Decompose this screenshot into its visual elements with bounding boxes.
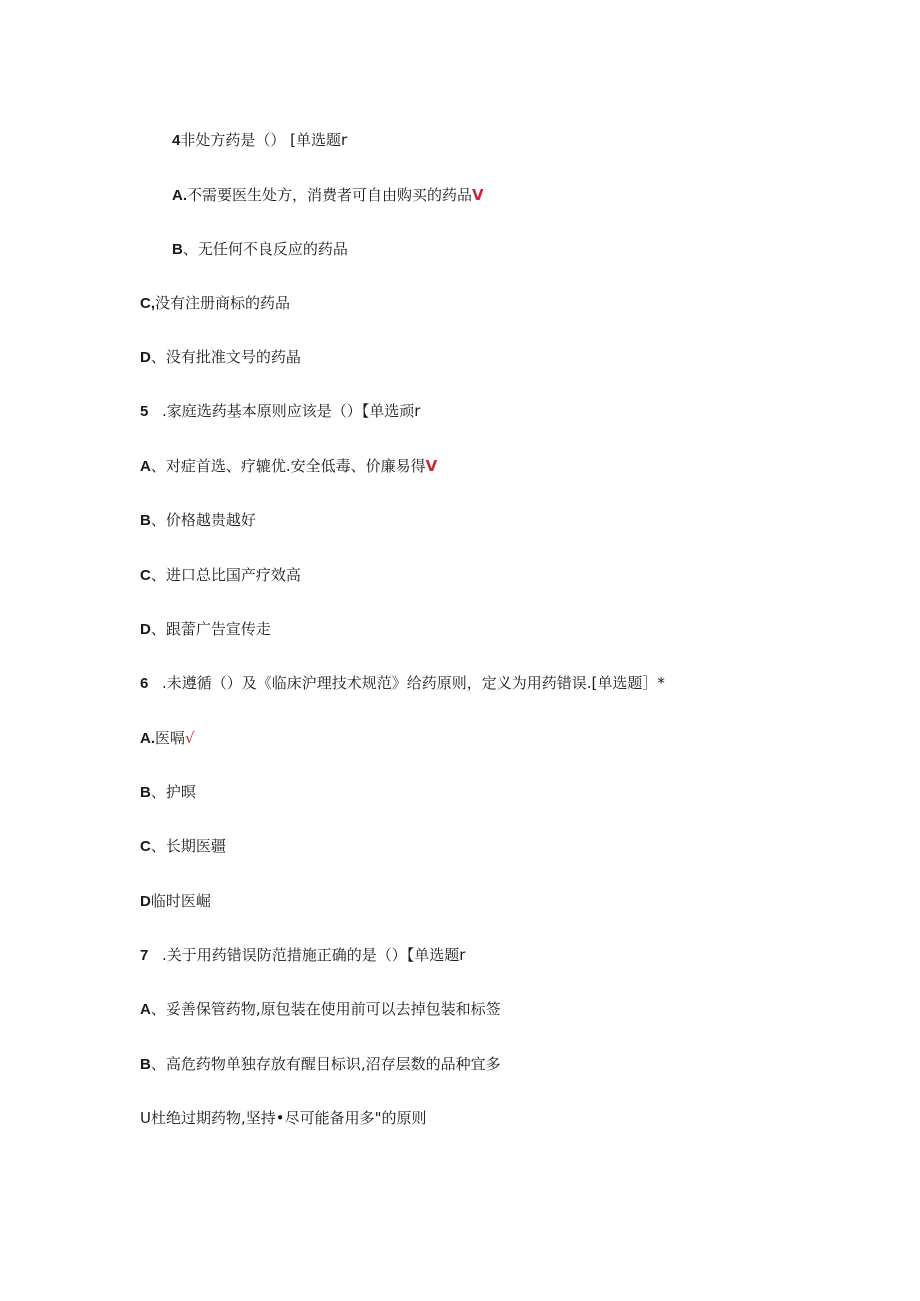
question-4-option-d bbox=[140, 347, 301, 367]
option-text: 、护暝 bbox=[150, 783, 196, 801]
question-5-title bbox=[140, 401, 420, 421]
option-label: U bbox=[140, 1109, 151, 1127]
question-5-option-a bbox=[140, 456, 437, 476]
question-number: 4 bbox=[172, 132, 181, 149]
question-4-option-a bbox=[172, 185, 484, 205]
option-text: 、对症首选、疗辘优.安全低毒、价廉易得 bbox=[150, 457, 426, 475]
check-mark-icon: V bbox=[425, 457, 438, 475]
option-label: C, bbox=[140, 295, 155, 312]
option-text: 杜绝过期药物,坚持•尽可能备用多"的原则 bbox=[150, 1109, 427, 1127]
question-6-title bbox=[140, 673, 665, 693]
option-label: A bbox=[140, 1001, 151, 1018]
question-6-option-b bbox=[140, 782, 196, 802]
question-number: 5 bbox=[140, 403, 149, 420]
option-label: A. bbox=[172, 187, 187, 204]
option-label: C bbox=[140, 838, 151, 855]
question-text: 非处方药是（） [单选题r bbox=[180, 131, 348, 149]
question-5-option-d bbox=[140, 619, 271, 639]
option-label: A bbox=[140, 458, 151, 475]
option-label: D bbox=[140, 621, 151, 638]
question-7-option-a bbox=[140, 999, 501, 1019]
option-text: 、长期医疆 bbox=[150, 837, 226, 855]
question-number: 7 bbox=[140, 947, 149, 964]
question-7-option-b bbox=[140, 1054, 501, 1074]
option-label: C bbox=[140, 567, 151, 584]
question-5-option-b bbox=[140, 510, 256, 530]
option-label: B bbox=[140, 512, 151, 529]
question-7-title bbox=[140, 945, 465, 965]
option-label: B bbox=[140, 1056, 151, 1073]
option-text: 、高危药物单独存放有醒目标识,沼存层数的品种宜多 bbox=[150, 1055, 501, 1073]
question-7-option-c bbox=[140, 1108, 427, 1128]
question-6-option-d bbox=[140, 891, 211, 911]
option-text: 、跟蕾广告宣传走 bbox=[150, 620, 271, 638]
question-text: .关于用药错误防范措施正确的是（）【单选题r bbox=[162, 946, 466, 964]
option-text: 医嗝 bbox=[155, 729, 186, 747]
question-text: .家庭选药基本原则应该是（）【单选顽r bbox=[162, 402, 421, 420]
option-label: D bbox=[140, 893, 151, 910]
option-text: 、没有批准文号的药晶 bbox=[150, 348, 301, 366]
question-5-option-c bbox=[140, 565, 301, 585]
option-text: 、价格越贵越好 bbox=[150, 511, 256, 529]
option-text: 、进口总比国产疗效高 bbox=[150, 566, 301, 584]
question-4-title bbox=[172, 130, 347, 150]
question-4-option-c bbox=[140, 293, 290, 313]
question-number: 6 bbox=[140, 675, 149, 692]
option-text: 、妥善保管药物,原包装在使用前可以去掉包装和标签 bbox=[150, 1000, 501, 1018]
option-text: 临时医崛 bbox=[150, 892, 211, 910]
question-text: .未遵循（）及《临床沪理技术规范》给药原则，定义为用药错误.[单选题］* bbox=[162, 674, 665, 692]
option-text: 、无任何不良反应的药品 bbox=[182, 240, 348, 258]
check-mark-icon: V bbox=[472, 186, 484, 204]
option-label: D bbox=[140, 349, 151, 366]
option-label: A. bbox=[140, 730, 155, 747]
option-text: 不需要医生处方，消费者可自由购买的药品 bbox=[187, 186, 473, 204]
option-label: B bbox=[172, 241, 183, 258]
check-mark-icon: √ bbox=[185, 729, 195, 747]
question-4-option-b bbox=[172, 239, 348, 259]
question-6-option-a bbox=[140, 728, 195, 748]
question-6-option-c bbox=[140, 836, 226, 856]
option-label: B bbox=[140, 784, 151, 801]
option-text: 没有注册商标的药品 bbox=[155, 294, 291, 312]
